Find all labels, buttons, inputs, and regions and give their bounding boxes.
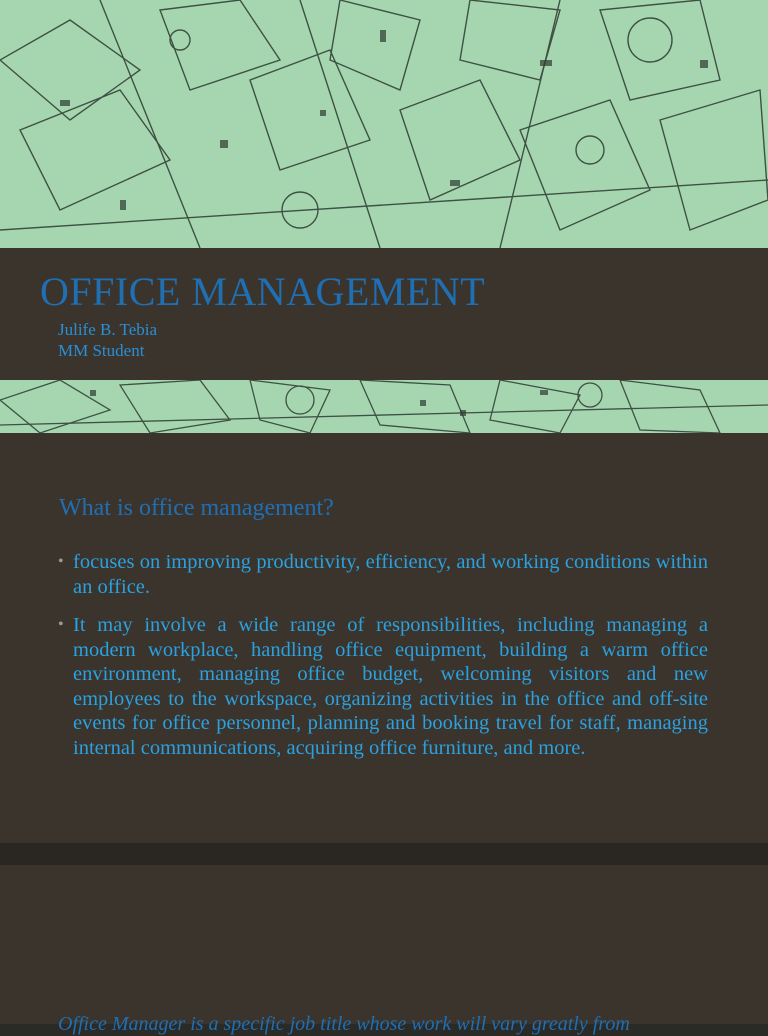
bullet-text: It may involve a wide range of responsibilities, including managing a modern workplace, handling office equipment, building a warm office environment, managing office budget, welcoming visitors and new employees to the workspace, organizing activities in the office and off-site events for office personnel, planning and booking travel for staff, managing internal communications, acquiring office furniture, and more. [73, 614, 708, 759]
list-item [58, 550, 708, 599]
slide-heading: What is office management? [59, 495, 334, 521]
bullet-dot-icon: • [58, 616, 64, 633]
author-role: MM Student [58, 341, 145, 360]
city-banner-bottom [0, 380, 768, 433]
slide-separator [0, 843, 768, 865]
partial-slide-text: Office Manager is a specific job title whose work will vary greatly from [58, 1013, 630, 1035]
next-slide [0, 865, 768, 1024]
city-banner-top [0, 0, 768, 248]
author-name: Julife B. Tebia [58, 320, 158, 339]
bullet-text: focuses on improving productivity, efficiency, and working conditions within an office. [73, 551, 708, 598]
city-illustration-top [0, 0, 768, 248]
bullet-dot-icon: • [58, 553, 64, 570]
list-item [58, 613, 708, 760]
slide-title: OFFICE MANAGEMENT [40, 269, 486, 314]
bullet-list [58, 550, 708, 774]
city-illustration-bottom [0, 380, 768, 433]
